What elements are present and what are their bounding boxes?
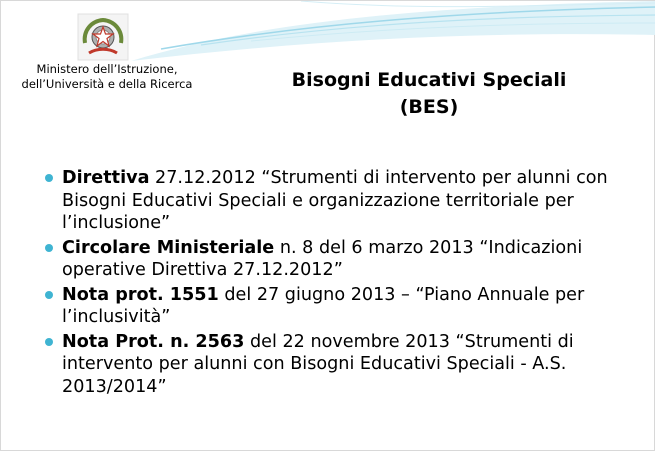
bullet-text: n. 8 del 6 marzo 2013 “Indicazioni operative Direttiva 27.12.2012”	[62, 237, 583, 280]
bullet-dot-icon	[45, 174, 53, 182]
slide-title-line2: (BES)	[399, 96, 459, 118]
bullet-text: 27.12.2012 “Strumenti di intervento per alunni con Bisogni Educativi Speciali e organizzazione territoriale per l’inclusione”	[62, 168, 608, 233]
italian-republic-emblem-icon	[77, 13, 129, 61]
bullet-item-nota-1551	[45, 284, 645, 329]
bullet-bold: Direttiva	[62, 168, 150, 188]
bullet-text: del 22 novembre 2013 “Strumenti di intervento per alunni con Bisogni Educativi Speciali - A.S. 2013/2014”	[62, 331, 574, 397]
bullet-dot-icon	[45, 244, 53, 252]
bullet-item-circolare	[45, 237, 645, 282]
bullet-bold: Circolare Ministeriale	[62, 237, 275, 258]
bullet-text: del 27 giugno 2013 – “Piano Annuale per l’inclusività”	[62, 284, 585, 327]
bullet-item-direttiva	[45, 167, 645, 235]
slide-title	[251, 67, 607, 121]
bullet-dot-icon	[45, 338, 53, 346]
bullet-dot-icon	[45, 291, 53, 299]
ministry-name: Ministero dell’Istruzione, dell’Università e della Ricerca	[21, 62, 193, 91]
slide-title-line1: Bisogni Educativi Speciali	[291, 69, 567, 91]
bullet-bold: Nota prot. 1551	[62, 284, 219, 305]
bullet-list	[45, 167, 645, 400]
bullet-bold: Nota Prot. n. 2563	[62, 331, 245, 352]
bullet-item-nota-2563	[45, 331, 645, 399]
